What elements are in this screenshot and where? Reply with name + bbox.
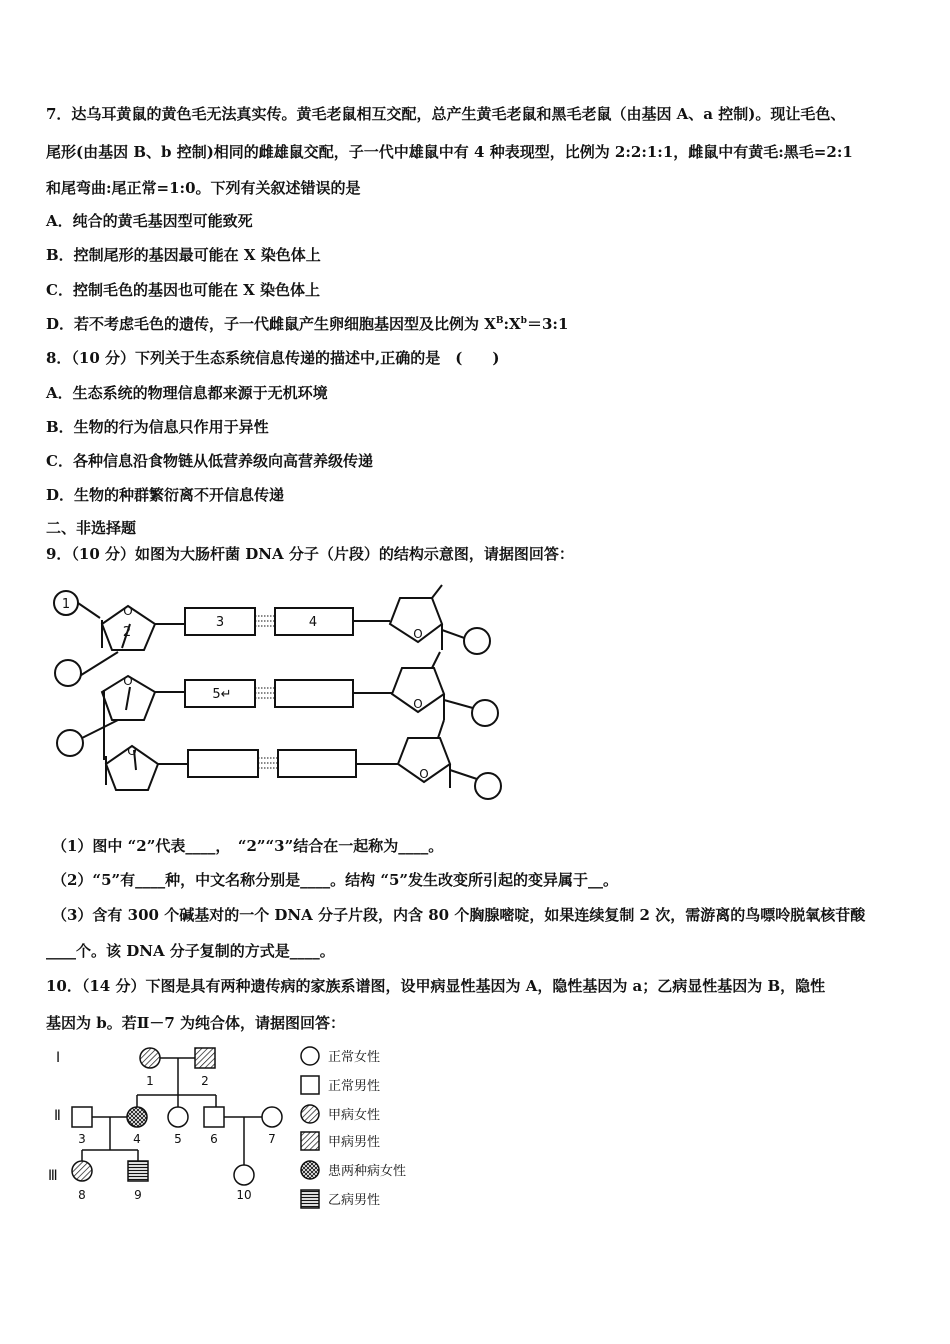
pedigree-chart xyxy=(40,1040,470,1215)
label-3: 3 xyxy=(215,615,225,630)
legend-disease-a-male-symbol xyxy=(301,1132,319,1150)
individual-7 xyxy=(262,1107,282,1127)
individual-2 xyxy=(195,1048,215,1068)
generation-label-2: Ⅱ xyxy=(54,1108,61,1124)
q7-option-d-pre: D．若不考虑毛色的遗传，子一代雌鼠产生卵细胞基因型及比例为 X xyxy=(46,315,496,333)
label-2: 2 xyxy=(122,625,132,640)
q7-option-d-sup2: b xyxy=(520,316,527,326)
q7-option-a[interactable] xyxy=(46,211,253,231)
legend-disease-b-male: 乙病男性 xyxy=(328,1193,381,1208)
individual-3 xyxy=(72,1107,92,1127)
label-5: 5↵ xyxy=(212,687,232,702)
q10-stem-line1: 10．（14 分）下图是具有两种遗传病的家族系谱图，设甲病显性基因为 A，隐性基因为 a；乙病显性基因为 B，隐性 xyxy=(46,977,826,995)
generation-label-1: Ⅰ xyxy=(56,1050,61,1066)
individual-label: 5 xyxy=(174,1132,182,1146)
q9-sub2: （2）“5”有____种，中文名称分别是____。结构 “5”发生改变所引起的变异属于__。 xyxy=(52,871,619,889)
q8-stem: 8．（10 分）下列关于生态系统信息传递的描述中,正确的是 ( ) xyxy=(46,349,500,367)
label-4: 4 xyxy=(308,615,318,630)
ring-oxygen-label: O xyxy=(123,604,133,618)
legend-normal-female: 正常女性 xyxy=(328,1050,381,1065)
individual-6 xyxy=(204,1107,224,1127)
legend-normal-male: 正常男性 xyxy=(328,1079,381,1094)
q7-option-d[interactable] xyxy=(46,314,568,334)
individual-label: 6 xyxy=(210,1132,218,1146)
individual-label: 10 xyxy=(236,1188,252,1202)
individual-1 xyxy=(140,1048,160,1068)
q7-stem-line3: 和尾弯曲:尾正常=1:0。下列有关叙述错误的是 xyxy=(46,179,361,197)
individual-label: 3 xyxy=(78,1132,86,1146)
q7-option-a-text: A．纯合的黄毛基因型可能致死 xyxy=(46,212,253,230)
label-1: 1 xyxy=(61,597,71,612)
individual-9 xyxy=(128,1161,148,1181)
generation-label-3: Ⅲ xyxy=(48,1168,58,1184)
q7-option-c[interactable] xyxy=(46,280,320,300)
ring-oxygen-label: O xyxy=(419,767,429,781)
legend-normal-female-symbol xyxy=(301,1047,319,1065)
ring-oxygen-label: O xyxy=(413,697,423,711)
q7-stem-line1: 7．达乌耳黄鼠的黄色毛无法真实传。黄毛老鼠相互交配，总产生黄毛老鼠和黑毛老鼠（由基因 A、a 控制)。现让毛色、 xyxy=(46,105,846,123)
q10-stem-line2: 基因为 b。若Ⅱ－7 为纯合体，请据图回答： xyxy=(46,1014,346,1032)
legend-disease-b-male-symbol xyxy=(301,1190,319,1208)
q8-option-d[interactable]: D．生物的种群繁衍离不开信息传递 xyxy=(46,486,285,504)
individual-10 xyxy=(234,1165,254,1185)
q7-stem-line2: 尾形(由基因 B、b 控制)相同的雌雄鼠交配，子一代中雄鼠中有 4 种表现型，比例为 2:2:1:1，雌鼠中有黄毛:黑毛=2:1 xyxy=(46,143,853,161)
individual-label: 2 xyxy=(201,1074,209,1088)
legend-both-diseases-female-symbol xyxy=(301,1161,319,1179)
q7-option-d-post: ＝3:1 xyxy=(526,315,569,333)
legend-both-diseases-female: 患两种病女性 xyxy=(328,1164,407,1179)
ring-oxygen-label: O xyxy=(127,744,137,758)
ring-oxygen-label: O xyxy=(413,627,423,641)
q7-option-d-mid: :X xyxy=(503,315,521,333)
legend-normal-male-symbol xyxy=(301,1076,319,1094)
individual-8 xyxy=(72,1161,92,1181)
ring-oxygen-label: O xyxy=(123,674,133,688)
individual-label: 1 xyxy=(146,1074,154,1088)
legend-disease-a-female: 甲病女性 xyxy=(328,1108,381,1123)
q9-sub3-line1: （3）含有 300 个碱基对的一个 DNA 分子片段，内含 80 个胸腺嘧啶，如果连续复制 2 次，需游离的鸟嘌呤脱氧核苷酸 xyxy=(52,906,866,924)
legend-disease-a-male: 甲病男性 xyxy=(328,1135,381,1150)
individual-label: 4 xyxy=(133,1132,141,1146)
legend-disease-a-female-symbol xyxy=(301,1105,319,1123)
individual-5 xyxy=(168,1107,188,1127)
q9-sub1: （1）图中 “2”代表____， “2”“3”结合在一起称为____。 xyxy=(52,837,444,855)
section-heading: 二、非选择题 xyxy=(46,519,137,537)
q7-option-c-text: C．控制毛色的基因也可能在 X 染色体上 xyxy=(46,281,321,299)
q7-option-d-sup1: B xyxy=(495,316,504,326)
q8-option-c[interactable]: C．各种信息沿食物链从低营养级向高营养级传递 xyxy=(46,452,373,470)
q7-option-b[interactable] xyxy=(46,245,321,265)
individual-label: 9 xyxy=(134,1188,142,1202)
q8-option-b[interactable]: B．生物的行为信息只作用于异性 xyxy=(46,418,269,436)
individual-4 xyxy=(127,1107,147,1127)
q9-stem: 9．（10 分）如图为大肠杆菌 DNA 分子（片段）的结构示意图，请据图回答： xyxy=(46,545,574,563)
q7-option-b-text: B．控制尾形的基因最可能在 X 染色体上 xyxy=(46,246,321,264)
dna-structure-diagram xyxy=(40,580,510,810)
q9-sub3-line2: ____个。该 DNA 分子复制的方式是____。 xyxy=(46,942,335,960)
q8-option-a[interactable]: A．生态系统的物理信息都来源于无机环境 xyxy=(46,384,328,402)
individual-label: 8 xyxy=(78,1188,86,1202)
individual-label: 7 xyxy=(268,1132,276,1146)
